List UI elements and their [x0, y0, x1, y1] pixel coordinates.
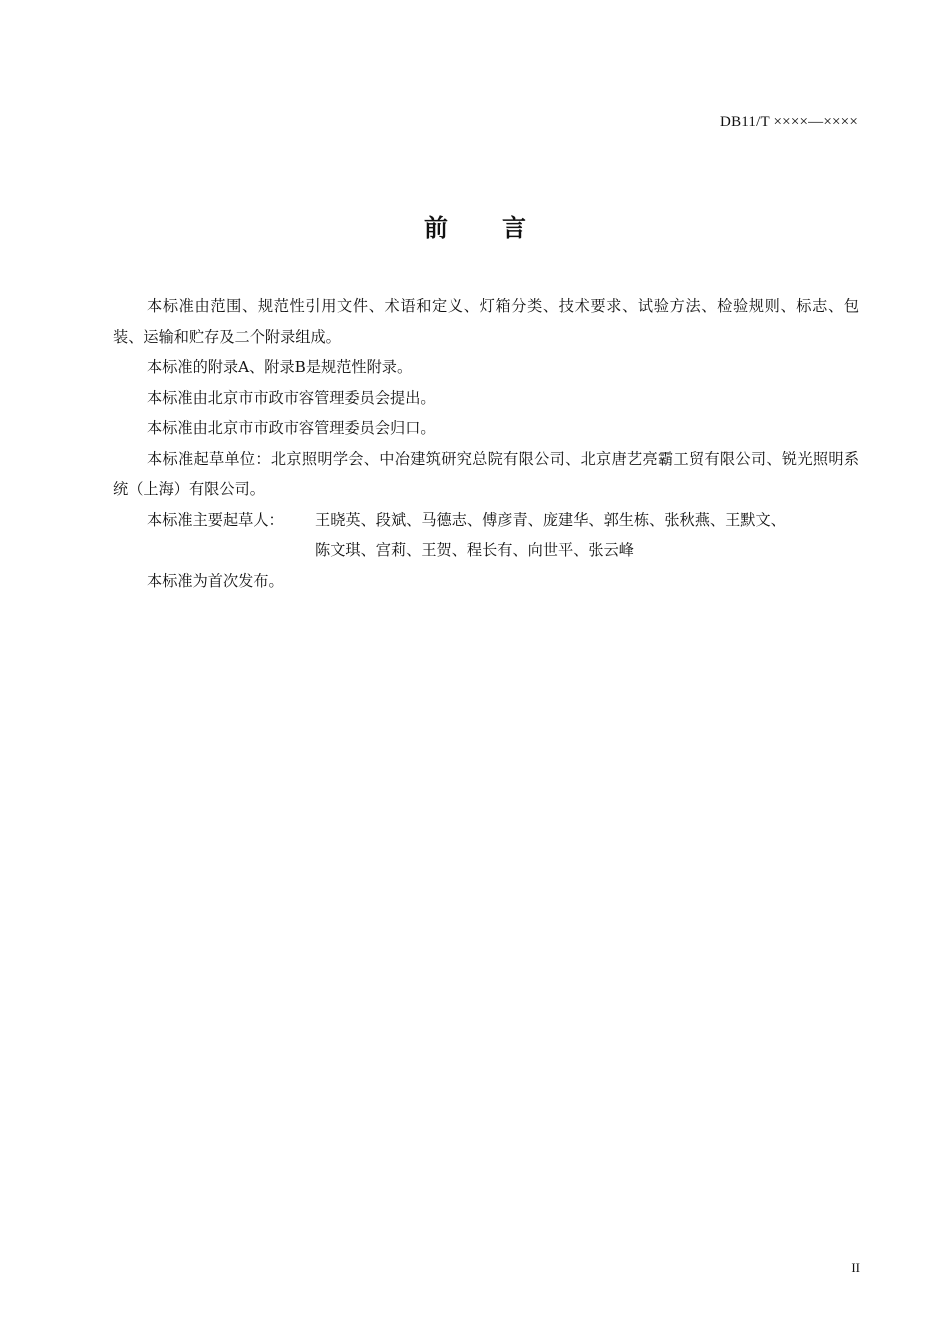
drafters-names-line-2: 陈文琪、宫莉、王贺、程长有、向世平、张云峰: [315, 541, 634, 559]
document-code: DB11/T ××××—××××: [720, 114, 858, 130]
title-char-1: 前: [424, 214, 448, 242]
foreword-body: [113, 291, 859, 596]
paragraph-administrator: 本标准由北京市市政市容管理委员会归口。: [147, 419, 436, 437]
paragraph-first-release: 本标准为首次发布。: [147, 571, 284, 590]
drafters-names-line-1: 王晓英、段斌、马德志、傅彦青、庞建华、郭生栋、张秋燕、王默文、: [315, 510, 786, 529]
page-number: II: [851, 1260, 860, 1275]
drafters-block: [113, 505, 859, 566]
paragraph-drafting-units: 本标准起草单位：北京照明学会、中冶建筑研究总院有限公司、北京唐艺亮霸工贸有限公司、锐光照明系统（上海）有限公司。: [113, 449, 859, 498]
drafters-label: 本标准主要起草人：: [147, 510, 284, 529]
page-title: [0, 208, 950, 243]
paragraph-structure: 本标准由范围、规范性引用文件、术语和定义、灯箱分类、技术要求、试验方法、检验规则、标志、包装、运输和贮存及二个附录组成。: [113, 297, 859, 346]
drafters-names: [315, 505, 859, 566]
title-char-2: 言: [502, 214, 526, 242]
paragraph-proposer: 本标准由北京市市政市容管理委员会提出。: [147, 388, 436, 407]
paragraph-appendix: 本标准的附录A、附录B是规范性附录。: [147, 358, 413, 376]
